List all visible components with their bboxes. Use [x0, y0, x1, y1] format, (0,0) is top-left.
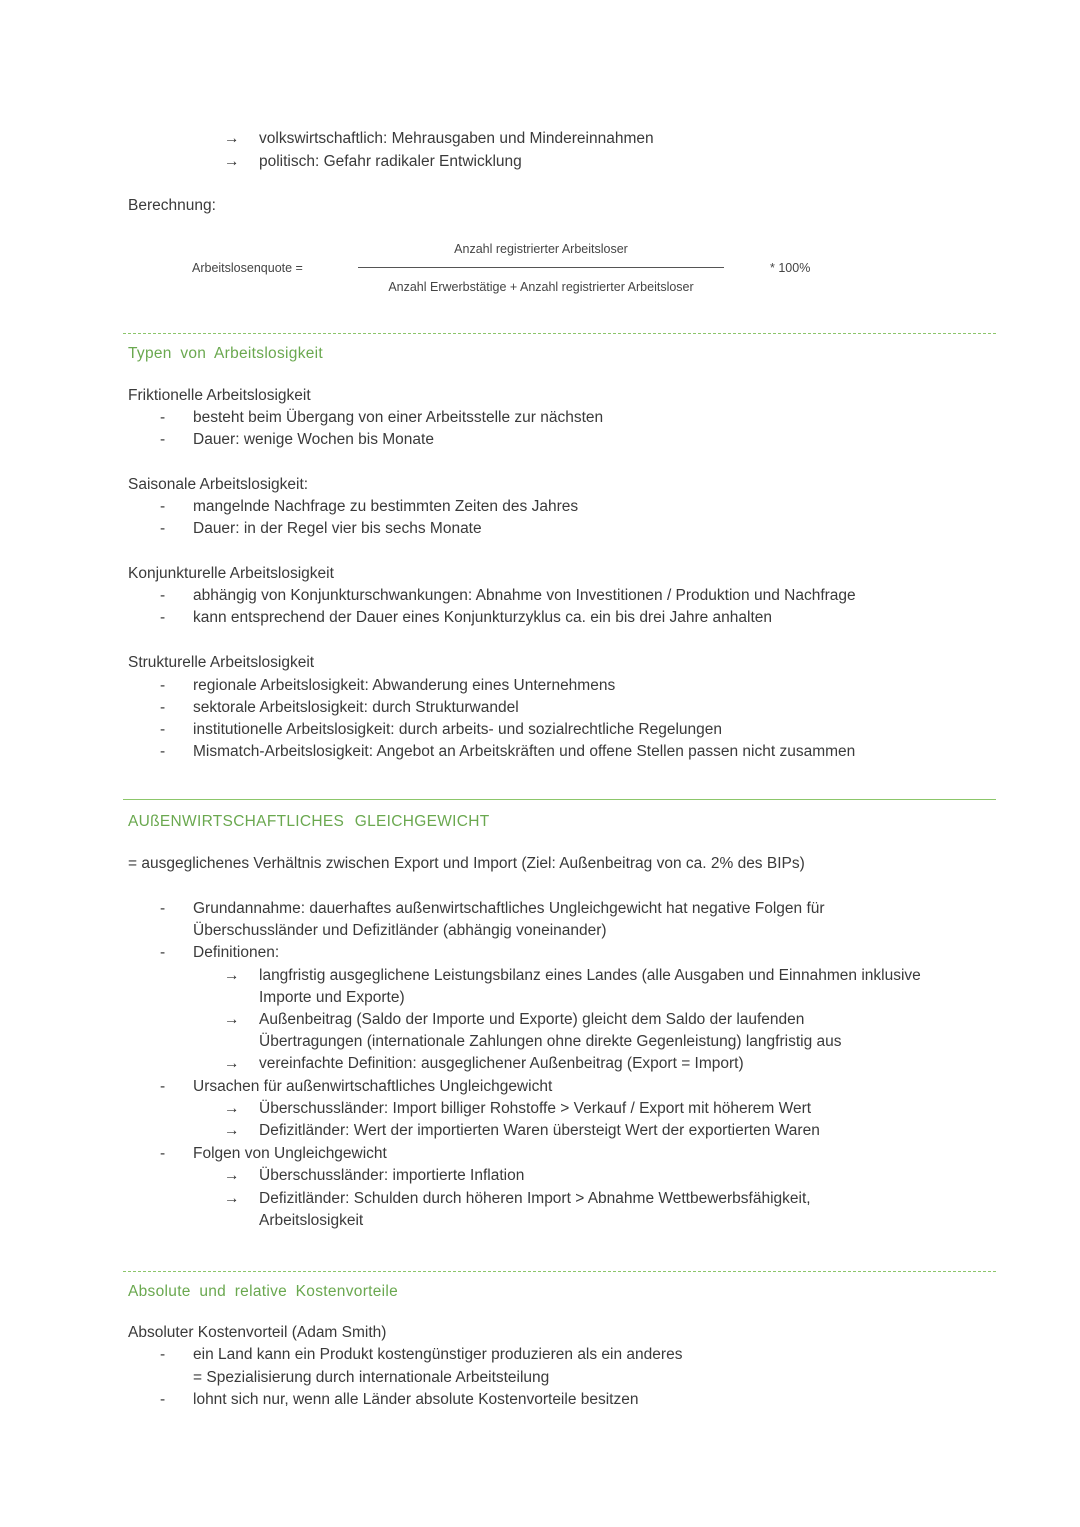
document-page: → volkswirtschaftlich: Mehrausgaben und Mindereinnahmen → politisch: Gefahr radikaler Entwicklung Berechnung: Arbeitslosenquote = Anzahl registrierter Arbeitsloser Anzahl Erwerbstätige + Anzahl registrierter Arbeitsloser * 100% Typen von Arbeitslosigkeit Friktionelle Arbeitslosigkeit - besteht beim Übergang von einer Arbeitsstelle zur nächsten - Dauer: wenige Wochen bis Monate Saisonale Arbeitslosigkeit: - mangelnde Nachfrage zu bestimmten Zeiten des Jahres - Dauer: in der Regel vier bis sechs Monate Konjunkturelle Arbeitslosigkeit - abhängig von Konjunkturschwankungen: Abnahme von Investitionen / Produktion und Nachfrage - kann entsprechend der Dauer eines Konjunkturzyklus ca. ein bis drei Jahre anhalten Strukturelle Arbeitslosigkeit - regionale Arbeitslosigkeit: Abwanderung eines Unternehmens - sektorale Arbeitslosigkeit: durch Strukturwandel - institutionelle Arbeitslosigkeit: durch arbeits- und sozialrechtliche Regelungen - Mismatch-Arbeitslosigkeit: Angebot an Arbeitskräften und offene Stellen passen nicht zusammen AUßENWIRTSCHAFTLICHES GLEICHGEWICHT = ausgeglichenes Verhältnis zwischen Export und Import (Ziel: Außenbeitrag von ca. 2% des BIPs) - Grundannahme: dauerhaftes außenwirtschaftliches Ungleichgewicht hat negative Folgen für Überschussländer und Defizitländer (abhängig voneinander) - Definitionen: → langfristig ausgeglichene Leistungsbilanz eines Landes (alle Ausgaben und Einnahmen inklusive Importe und Exporte) → Außenbeitrag (Saldo der Importe und Exporte) gleicht dem Saldo der laufenden Übertragungen (internationale Zahlungen ohne direkte Gegenleistung) langfristig aus → vereinfachte Definition: ausgeglichener Außenbeitrag (Export = Import) - Ursachen für außenwirtschaftliches Ungleichgewicht → Überschussländer: Import billiger Rohstoffe > Verkauf / Export mit höherem Wert → Defizitländer: Wert der importierten Waren übersteigt Wert der exportierten Waren - Folgen von Ungleichgewicht → Überschussländer: importierte Inflation → Defizitländer: Schulden durch höheren Import > Abnahme Wettbewerbsfähigkeit, Arbeitslosigkeit Absolute und relative Kostenvorteile Absoluter Kostenvorteil (Adam Smith) - ein Land kann ein Produkt kostengünstiger produzieren als ein anderes = Spezialisierung durch internationale Arbeitsteilung - lohnt sich nur, wenn alle Länder absolute Kostenvorteile besitzen — [0, 0, 1080, 1527]
list-item-continuation: = Spezialisierung durch internationale Arbeitsteilung — [193, 1369, 550, 1386]
section-divider — [123, 333, 996, 334]
arrow-text: volkswirtschaftlich: Mehrausgaben und Mindereinnahmen — [259, 130, 654, 147]
formula-lhs: Arbeitslosenquote = — [192, 261, 303, 275]
arrow-icon: → — [224, 1100, 240, 1117]
aussen-heading: AUßENWIRTSCHAFTLICHES GLEICHGEWICHT — [128, 813, 490, 830]
typen-heading: Typen von Arbeitslosigkeit — [128, 345, 324, 362]
group-title: Saisonale Arbeitslosigkeit: — [128, 476, 309, 493]
arrow-continuation: Importe und Exporte) — [259, 989, 405, 1006]
arrow-icon: → — [224, 1122, 240, 1139]
formula-factor: * 100% — [770, 261, 811, 275]
group-title: Friktionelle Arbeitslosigkeit — [128, 387, 311, 404]
section-divider — [123, 799, 996, 800]
arrow-icon: → — [224, 967, 240, 984]
group-title: Konjunkturelle Arbeitslosigkeit — [128, 565, 334, 582]
formula-numerator: Anzahl registrierter Arbeitsloser — [454, 242, 628, 256]
arrow-icon: → — [224, 1167, 240, 1184]
group-title: Absoluter Kostenvorteil (Adam Smith) — [128, 1324, 387, 1341]
group-title: Strukturelle Arbeitslosigkeit — [128, 654, 315, 671]
kosten-heading: Absolute und relative Kostenvorteile — [128, 1283, 399, 1300]
arrow-icon: → — [224, 130, 240, 147]
arrow-icon: → — [224, 1190, 240, 1207]
arrow-icon: → — [224, 153, 240, 170]
list-item-continuation: Überschussländer und Defizitländer (abhängig voneinander) — [193, 922, 607, 939]
arrow-continuation: Übertragungen (internationale Zahlungen ohne direkte Gegenleistung) langfristig aus — [259, 1033, 842, 1050]
arrow-continuation: Arbeitslosigkeit — [259, 1212, 364, 1229]
arrow-icon: → — [224, 1055, 240, 1072]
aussen-definition: = ausgeglichenes Verhältnis zwischen Export und Import (Ziel: Außenbeitrag von ca. 2% des BIPs) — [128, 855, 805, 872]
formula-denominator: Anzahl Erwerbstätige + Anzahl registrierter Arbeitsloser — [388, 280, 694, 294]
arrow-text: politisch: Gefahr radikaler Entwicklung — [259, 153, 522, 170]
berechnung-label: Berechnung: — [128, 197, 216, 214]
fraction-line — [358, 267, 724, 268]
arrow-icon: → — [224, 1011, 240, 1028]
section-divider — [123, 1271, 996, 1272]
